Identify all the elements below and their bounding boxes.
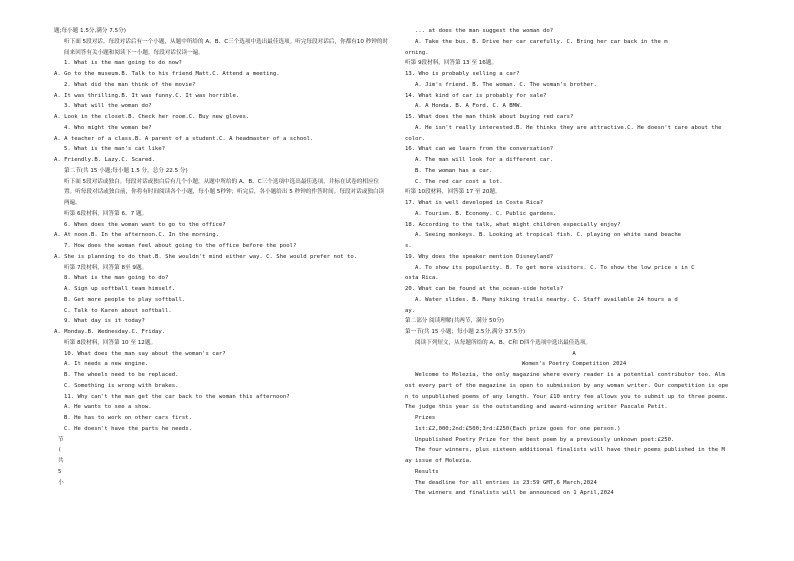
right-column-line: 14. What kind of car is probably for sale?	[405, 92, 547, 99]
right-column-line: 19. Why does the speaker mention Disneyland?	[405, 253, 554, 260]
left-column-line: (	[58, 447, 62, 454]
right-column-line: ost every part of the magazine is open to submission by any woman writer. Our competition is ope	[405, 382, 729, 389]
right-column-line: C. The red car cost a lot.	[415, 178, 503, 185]
left-column-line: A. Monday.B. Wednesday.C. Friday.	[54, 329, 166, 335]
left-column-line: 听下面 5段对话或独白。每段对话或独白后有几个小题，从题中所给的 A、B、C三个选项中选出最佳选项，并标在试卷的相应位置。听每段对话或独白前，你将有时间阅读各个小题，每小题 5秒钟；听完后，各小题给出 5 秒钟的作答时间。每段对话或独白读两遍。	[64, 178, 385, 206]
left-column-line: B. He has to work on other cars first.	[64, 415, 192, 421]
right-column-line: 1st:£2,000;2nd:£500;3rd:£250(Each prize goes for one person.)	[415, 425, 621, 432]
right-column	[405, 26, 743, 499]
left-column-line: 10. What does the man say about the woman's car?	[64, 350, 226, 357]
left-column-line: A. At noon.B. In the afternoon.C. In the morning.	[54, 232, 220, 239]
right-column-line: A. Jim's friend. B. The woman. C. The woman's brother.	[415, 81, 597, 88]
left-column-line: 节	[58, 436, 64, 443]
right-column-line: 20. What can be found at the ocean-side hotels?	[405, 286, 564, 292]
right-column-line: A	[572, 350, 576, 357]
left-column-line: C. He doesn't have the parts he needs.	[64, 425, 192, 432]
left-column-line: 5	[58, 468, 62, 475]
left-column-line: A. He wants to see a show.	[64, 404, 152, 411]
right-column-line: Prizes	[415, 415, 436, 421]
left-column-line: A. Go to the museum.B. Talk to his friend Matt.C. Attend a meeting.	[54, 71, 280, 77]
right-column-line: The deadline for all entries is 23:59 GMT,6 March,2024	[415, 479, 597, 486]
left-column-line: C. Something is wrong with brakes.	[64, 382, 179, 389]
right-column-line: A. To show its popularity. B. To get more visitors. C. To show the low price s in C	[415, 264, 695, 271]
right-column-line: 15. What does the man think about buying red cars?	[405, 114, 574, 120]
left-column-line: 5. What is the man's cat like?	[64, 146, 166, 153]
left-column-line: 听第 7段材料，回答第 8至 9题。	[64, 264, 148, 271]
right-column-line: n to unpublished poems of any length. Your £10 entry fee allows you to submit up to three poems.	[405, 393, 729, 400]
left-column-line: A. Friendly.B. Lazy.C. Scared.	[54, 157, 156, 163]
left-column-line: 题;每小题 1.5分,满分 7.5分)	[54, 28, 126, 34]
left-column-line: A. A teacher of a class.B. A parent of a student.C. A headmaster of a school.	[54, 135, 314, 142]
left-column-line: 小	[58, 479, 64, 486]
left-column-line: 2. What did the man think of the movie?	[64, 81, 196, 88]
right-column-line: 17. What is well developed in Costa Rica?	[405, 200, 544, 206]
right-column-line: 18. According to the talk, what might children especially enjoy?	[405, 221, 621, 228]
left-column-line: C. Talk to Karen about softball.	[64, 307, 172, 314]
right-column-line: Welcome to Molezia, the only magazine where every reader is a potential contributor too. Alm	[415, 372, 725, 378]
right-column-line: ... at does the man suggest the woman do?	[415, 28, 554, 34]
right-column-line: A. Water slides. B. Many hiking trails nearby. C. Staff available 24 hours a d	[415, 296, 678, 303]
right-column-line: ay.	[405, 307, 416, 314]
left-column-line: 8. What is the man going to do?	[64, 275, 169, 282]
right-column-line: A. Take the bus. B. Drive her car carefully. C. Bring her car back in the m	[415, 38, 668, 45]
right-column-line: A. He isn't really interested.B. He thinks they are attractive.C. He doesn't care about the	[415, 124, 722, 131]
left-column-line: 听第 8段材料，回答第 10 至 12题。	[64, 339, 157, 346]
right-column-line: s.	[405, 243, 412, 249]
right-column-line: 第二部分 阅读理解(共两节，满分 50分)	[405, 318, 504, 325]
right-column-line: color.	[405, 135, 426, 142]
right-column-line: Unpublished Poetry Prize for the best poem by a previously unknown poet:£250.	[415, 436, 675, 443]
right-column-line: 第一节(共 15 小题；每小题 2.5分,满分 37.5分)	[405, 329, 526, 335]
left-column-line: B. The wheels need to be replaced.	[64, 372, 179, 378]
left-column-line: A. She is planning to do that.B. She wouldn't mind either way. C. She would prefer not to.	[54, 253, 358, 260]
right-column-line: ay issue of Molezia.	[405, 458, 473, 464]
right-column-line: osta Rica.	[405, 275, 439, 282]
left-column-line: A. It was thrilling.B. It was funny.C. It was horrible.	[54, 92, 240, 99]
left-column-line: A. Sign up softball team himself.	[64, 286, 176, 292]
right-column-line: 听第 9段材料，回答第 13 至 16题。	[405, 60, 498, 67]
right-column-line: orning.	[405, 49, 429, 56]
left-column-line: 9. What day is it today?	[64, 318, 145, 325]
left-column	[54, 26, 389, 488]
right-column-line: 16. What can we learn from the conversation?	[405, 146, 554, 153]
right-column-line: A. A Honda. B. A Ford. C. A BMW.	[415, 103, 523, 110]
right-column-line: A. The man will look for a different car.	[415, 157, 554, 163]
left-column-line: 6. When does the woman want to go to the office?	[64, 221, 226, 228]
left-column-line: 3. What will the woman do?	[64, 103, 152, 110]
right-column-line: B. The woman has a car.	[415, 167, 493, 174]
right-column-line: The judge this year is the outstanding and award-winning writer Pascale Petit.	[405, 404, 668, 411]
left-column-line: 1. What is the man going to do now?	[64, 60, 182, 67]
left-column-line: A. It needs a new engine.	[64, 361, 149, 368]
left-column-line: B. Get more people to play softball.	[64, 296, 186, 303]
right-column-line: A. Tourism. B. Economy. C. Public gardens.	[415, 210, 557, 217]
right-column-line: A. Seeing monkeys. B. Looking at tropical fish. C. playing on white sand beache	[415, 232, 682, 239]
left-column-line: 听下面 5段对话。每段对话后有一个小题，从题中所给的 A、B、C三个选项中选出最佳选项。听完每段对话后，你都有10 秒钟的时间来回答有关小题和阅读下一小题。每段对话仅读一遍。	[64, 38, 389, 56]
right-column-line: The winners and finalists will be announced on 1 April,2024	[415, 490, 614, 497]
left-column-line: 4. Who might the woman be?	[64, 124, 152, 131]
left-column-line: 7. How does the woman feel about going to the office before the pool?	[64, 243, 297, 249]
right-column-line: Results	[415, 468, 439, 475]
left-column-line: 共	[58, 458, 64, 464]
right-column-line: The four winners, plus sixteen additional finalists will have their poems published in the M	[415, 447, 725, 454]
left-column-line: A. Look in the closet.B. Check her room.C. Buy new gloves.	[54, 114, 250, 120]
left-column-line: 11. Why can't the man get the car back to the woman this afternoon?	[64, 393, 290, 400]
right-column-line: 阅读下列短文，从每题所给的 A、B、C和 D四个选项中选出最佳选项。	[415, 339, 592, 346]
right-column-line: 13. Who is probably selling a car?	[405, 71, 520, 77]
right-column-line: Women's Poetry Competition 2024	[521, 361, 627, 368]
right-column-line: 听第 10段材料，回答第 17 至 20题。	[405, 189, 501, 196]
left-column-line: 听第 6段材料，回答第 6、7 题。	[64, 210, 148, 217]
left-column-line: 第二节(共 15 小题;每小题 1.5 分，总分 22.5 分)	[64, 167, 188, 174]
